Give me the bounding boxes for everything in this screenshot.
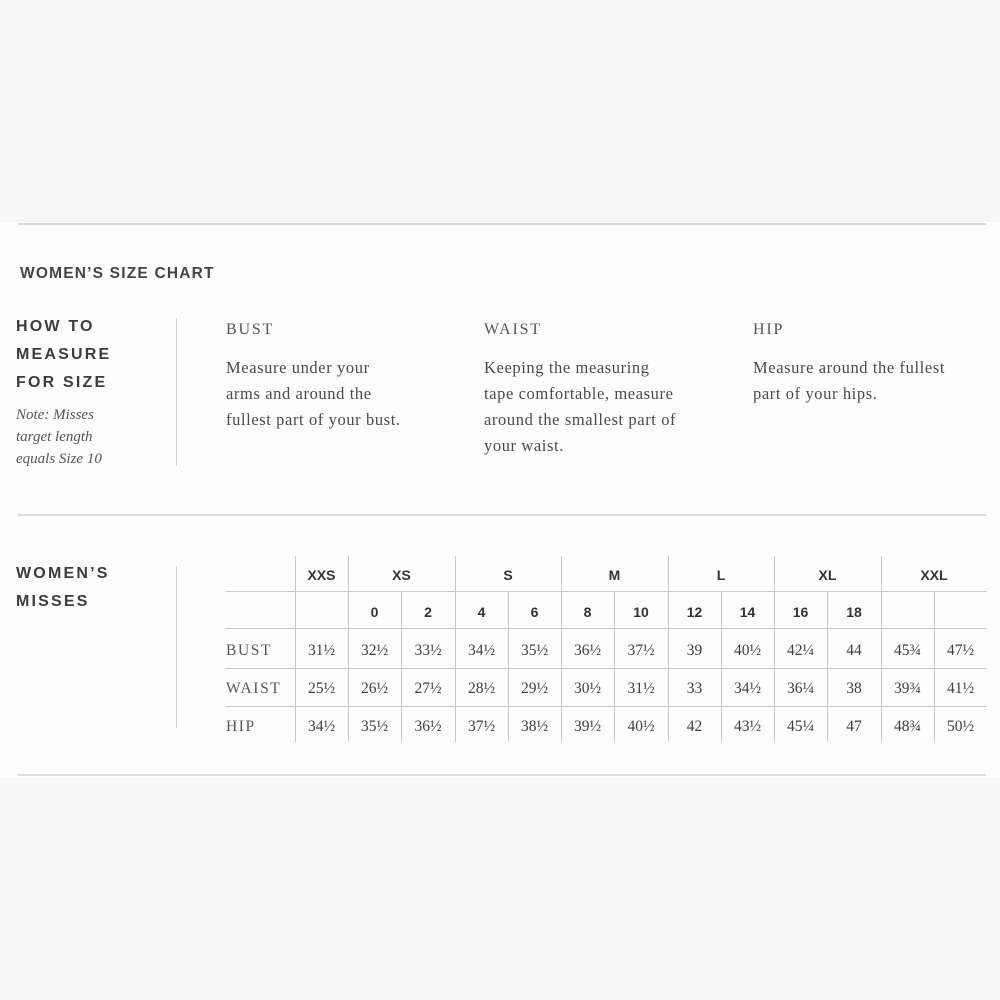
table-rule	[934, 592, 935, 742]
instruction-line: tape comfortable, measure	[484, 384, 674, 403]
misses-heading-line: WOMEN’S	[16, 565, 110, 582]
note-line: target length	[16, 429, 93, 445]
how-to-heading-line: MEASURE	[16, 346, 112, 363]
table-cell: 35½	[520, 642, 549, 659]
top-divider	[18, 223, 986, 225]
table-cell: 29½	[520, 680, 549, 697]
table-cell: 36½	[573, 642, 602, 659]
table-rule	[721, 592, 722, 742]
row-label-waist: WAIST	[226, 680, 282, 697]
instruction-line: Keeping the measuring	[484, 358, 650, 377]
table-cell: 37½	[467, 718, 496, 735]
table-cell: 31½	[627, 680, 655, 697]
note-line: equals Size 10	[16, 451, 102, 467]
table-cell: 41½	[946, 680, 975, 697]
table-cell: 34½	[733, 680, 762, 697]
table-cell: 34½	[467, 642, 496, 659]
note-line: Note: Misses	[16, 407, 94, 423]
table-cell: 38½	[520, 718, 549, 735]
table-rule	[881, 556, 882, 742]
table-cell: 25½	[307, 680, 336, 697]
table-cell: 36½	[414, 718, 442, 735]
size-group-label: XXS	[307, 567, 336, 583]
row-label-bust: BUST	[226, 642, 273, 659]
table-rule	[561, 556, 562, 742]
bust-heading: BUST	[226, 321, 275, 338]
numeric-size-label: 6	[530, 604, 539, 620]
middle-divider	[18, 514, 986, 516]
table-cell: 28½	[467, 680, 496, 697]
instruction-line: arms and around the	[226, 384, 372, 403]
size-group-label: L	[716, 567, 726, 583]
table-cell: 36¼	[786, 680, 815, 697]
table-cell: 27½	[414, 680, 442, 697]
instruction-line: your waist.	[484, 436, 564, 455]
instruction-line: fullest part of your bust.	[226, 410, 401, 429]
waist-instructions	[484, 355, 676, 459]
table-cell: 47	[846, 718, 862, 735]
table-rule	[226, 628, 987, 629]
table-cell: 45¼	[786, 718, 815, 735]
table-cell: 32½	[360, 642, 389, 659]
hip-instructions	[753, 355, 945, 407]
bottom-background	[0, 778, 1000, 1000]
waist-heading: WAIST	[484, 321, 542, 338]
size-group-label: XL	[818, 567, 837, 583]
table-cell: 34½	[307, 718, 336, 735]
table-rule	[226, 668, 987, 669]
table-cell: 26½	[360, 680, 389, 697]
row-label-hip: HIP	[226, 718, 256, 735]
table-rule	[295, 556, 296, 742]
table-cell: 40½	[627, 718, 655, 735]
instruction-line: around the smallest part of	[484, 410, 677, 429]
size-group-label: M	[608, 567, 621, 583]
table-rule	[774, 556, 775, 742]
instruction-line: Measure under your	[226, 358, 370, 377]
numeric-size-label: 10	[633, 604, 649, 620]
table-cell: 30½	[573, 680, 602, 697]
size-group-label: XXL	[920, 567, 948, 583]
table-cell: 45¾	[893, 642, 922, 659]
numeric-size-label: 8	[583, 604, 592, 620]
table-rule	[614, 592, 615, 742]
table-cell: 42	[686, 718, 703, 735]
instruction-line: Measure around the fullest	[753, 358, 945, 377]
table-cell: 33	[686, 680, 703, 697]
numeric-size-label: 14	[739, 604, 756, 620]
how-to-heading-line: FOR SIZE	[16, 374, 108, 391]
numeric-size-label: 0	[370, 604, 379, 620]
how-to-separator	[176, 318, 177, 466]
table-cell: 44	[846, 642, 862, 659]
numeric-size-label: 18	[846, 604, 862, 620]
table-rule	[827, 592, 828, 742]
table-cell: 47½	[946, 642, 975, 659]
top-background	[0, 0, 1000, 222]
table-cell: 38	[846, 680, 862, 697]
bottom-divider	[18, 774, 986, 776]
numeric-size-label: 12	[686, 604, 703, 620]
chart-title: WOMEN’S SIZE CHART	[20, 265, 215, 282]
misses-heading-line: MISSES	[16, 593, 90, 610]
table-cell: 43½	[733, 718, 762, 735]
table-cell: 33½	[414, 642, 442, 659]
table-cell: 42¼	[786, 642, 815, 659]
table-rule	[226, 591, 987, 592]
table-rule	[508, 592, 509, 742]
table-cell: 48¾	[893, 718, 922, 735]
table-cell: 40½	[733, 642, 762, 659]
table-rule	[348, 556, 349, 742]
instruction-line: part of your hips.	[753, 384, 878, 403]
numeric-size-label: 16	[792, 604, 809, 620]
numeric-size-label: 2	[424, 604, 432, 620]
table-cell: 37½	[627, 642, 655, 659]
table-cell: 39¾	[893, 680, 922, 697]
size-group-label: XS	[392, 567, 411, 583]
size-group-label: S	[503, 567, 513, 583]
table-rule	[455, 556, 456, 742]
misses-note	[16, 404, 146, 470]
table-cell: 39½	[573, 718, 602, 735]
misses-separator	[176, 566, 177, 728]
table-cell: 39	[686, 642, 703, 659]
numeric-size-label: 4	[477, 604, 486, 620]
table-rule	[401, 592, 402, 742]
bust-instructions	[226, 355, 401, 433]
table-cell: 31½	[307, 642, 336, 659]
how-to-heading-line: HOW TO	[16, 318, 95, 335]
table-cell: 50½	[946, 718, 975, 735]
table-rule	[226, 706, 987, 707]
table-rule	[668, 556, 669, 742]
hip-heading: HIP	[753, 321, 785, 338]
table-cell: 35½	[360, 718, 389, 735]
